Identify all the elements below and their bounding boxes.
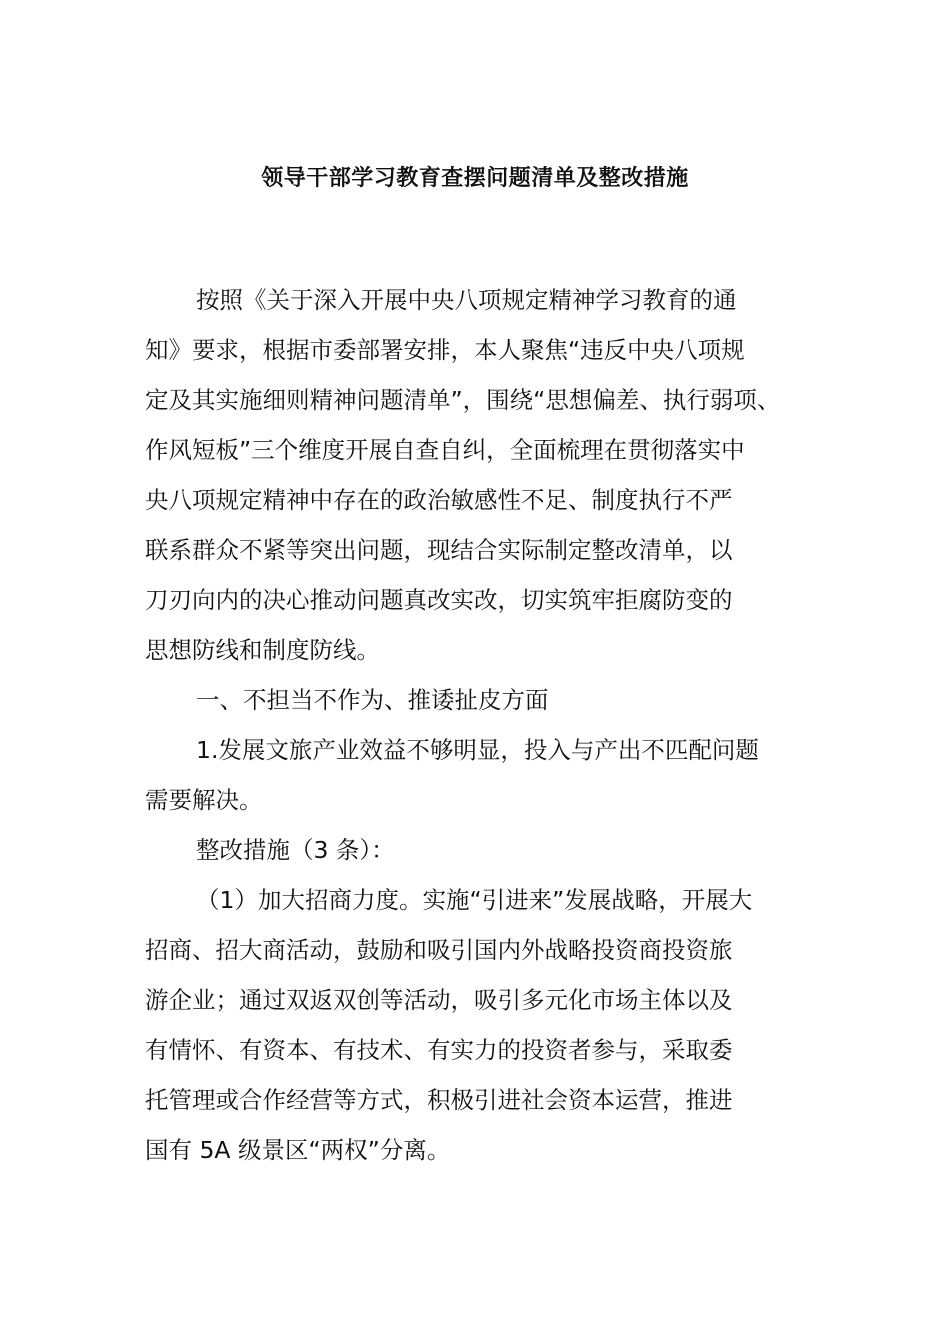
paragraph-line: 思想防线和制度防线。 — [145, 636, 380, 664]
paragraph-line: 按照《关于深入开展中央八项规定精神学习教育的通 — [196, 286, 737, 314]
paragraph-line: 央八项规定精神中存在的政治敏感性不足、制度执行不严 — [145, 486, 733, 514]
measure-item: （1）加大招商力度。实施“引进来”发展战略，开展大 — [196, 886, 753, 914]
paragraph-line: 联系群众不紧等突出问题，现结合实际制定整改清单，以 — [145, 536, 733, 564]
paragraph-line: 作风短板”三个维度开展自查自纠，全面梳理在贯彻落实中 — [145, 436, 745, 464]
paragraph-line: 知》要求，根据市委部署安排，本人聚焦“违反中央八项规 — [145, 336, 745, 364]
problem-item: 1.发展文旅产业效益不够明显，投入与产出不匹配问题 — [196, 736, 759, 764]
measure-item-line: 有情怀、有资本、有技术、有实力的投资者参与，采取委 — [145, 1036, 733, 1064]
document-title: 领导干部学习教育查摆问题清单及整改措施 — [261, 166, 689, 191]
measures-heading: 整改措施（3 条）： — [196, 836, 395, 864]
paragraph-line: 定及其实施细则精神问题清单”，围绕“思想偏差、执行弱项、 — [145, 386, 781, 414]
measure-item-line: 托管理或合作经营等方式，积极引进社会资本运营，推进 — [145, 1086, 733, 1114]
problem-item-line: 需要解决。 — [145, 786, 263, 814]
measure-item-line: 国有 5A 级景区“两权”分离。 — [145, 1136, 451, 1164]
section-heading: 一、不担当不作为、推诿扯皮方面 — [196, 686, 549, 714]
measure-item-line: 招商、招大商活动，鼓励和吸引国内外战略投资商投资旅 — [145, 936, 733, 964]
paragraph-line: 刀刃向内的决心推动问题真改实改，切实筑牢拒腐防变的 — [145, 586, 733, 614]
measure-item-line: 游企业；通过双返双创等活动，吸引多元化市场主体以及 — [145, 986, 733, 1014]
